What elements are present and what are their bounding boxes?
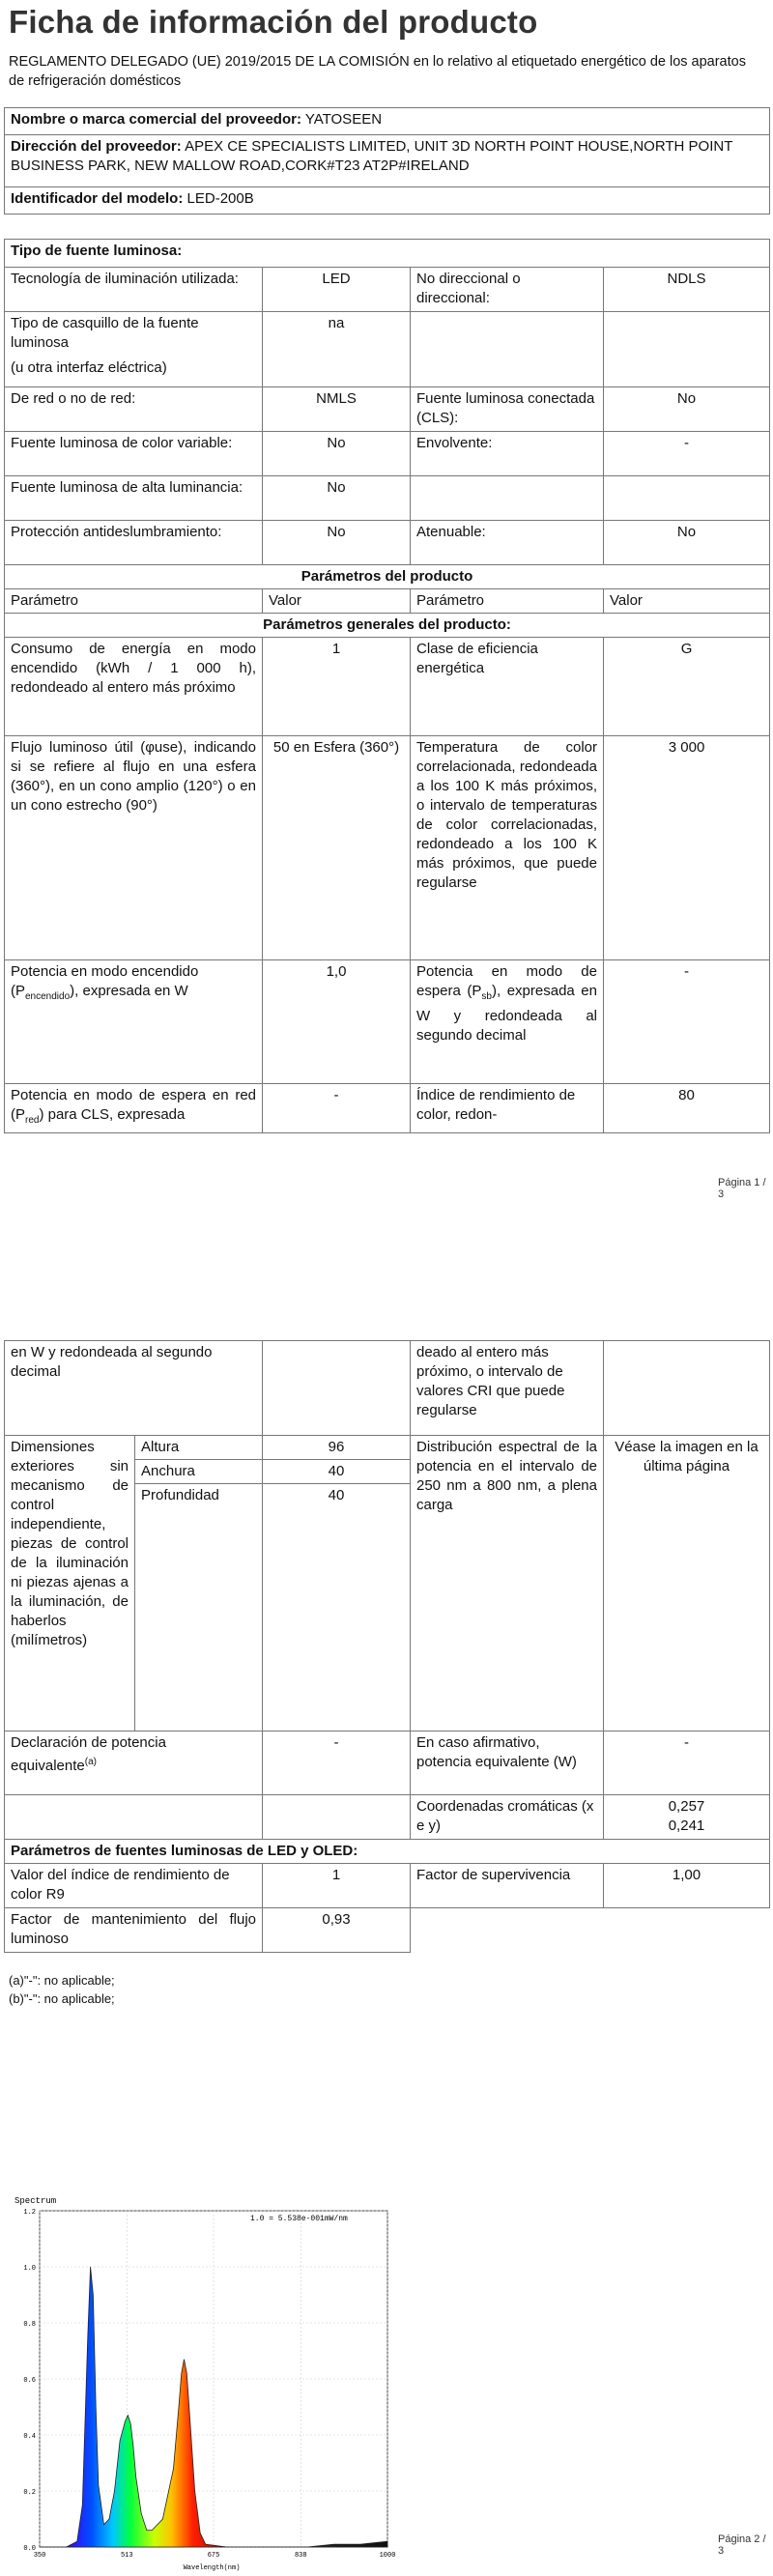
flux-value: 50 en Esfera (360°) [263, 736, 411, 960]
power-on-label [5, 960, 263, 1084]
net-standby-label-end: ) para CLS, expresada [39, 1106, 186, 1123]
dimmable-label: Atenuable: [411, 521, 604, 565]
x-tick-label: 675 [207, 2552, 220, 2560]
cct-label: Temperatura de color correlacionada, redondeada a los 100 K más próximos, o intervalo de temperaturas de color correlacionadas, redondeado a los 100 K más próximos, que puede regularse [411, 736, 604, 960]
net-standby-value: - [263, 1084, 411, 1133]
mains-value: NMLS [263, 387, 411, 432]
mains-label: De red o no de red: [5, 387, 263, 432]
energy-label: Consumo de energía en modo encendido (kWh / 1 000 h), redondeado al entero más próximo [5, 638, 263, 736]
y-tick-label: 0.0 [23, 2545, 36, 2553]
maintenance-label: Factor de mantenimiento del flujo luminoso [5, 1908, 263, 1953]
y-tick-label: 0.8 [23, 2321, 36, 2329]
spd-label: Distribución espectral de la potencia en el intervalo de 250 nm a 800 nm, a plena carga [411, 1436, 604, 1732]
equiv-power-label: En caso afirmativo, potencia equivalente (W) [411, 1732, 604, 1795]
equiv-power-value: - [604, 1732, 770, 1795]
equiv-value: - [263, 1732, 411, 1795]
col-header-param-1: Parámetro [5, 589, 263, 614]
survival-label: Factor de supervivencia [411, 1864, 604, 1908]
model-value: LED-200B [186, 190, 254, 207]
page-number-1: Página 1 / 3 [718, 1177, 766, 1200]
equiv-label-text: Declaración de potencia equivalente [11, 1734, 166, 1774]
model-label: Identificador del modelo: [11, 190, 184, 207]
x-tick-label: 350 [33, 2552, 46, 2560]
y-tick-label: 1.0 [23, 2265, 36, 2273]
y-tick-label: 1.2 [23, 2209, 36, 2217]
high-luminance-value: No [263, 476, 411, 521]
chroma-values [604, 1795, 770, 1840]
cap-label-cell [5, 312, 263, 387]
supplier-name-cell [5, 108, 770, 135]
col-header-value-1: Valor [263, 589, 411, 614]
cap-label: Tipo de casquillo de la fuente luminosa [11, 315, 199, 351]
model-cell [5, 187, 770, 215]
col-header-value-2: Valor [604, 589, 770, 614]
connected-label: Fuente luminosa conectada (CLS): [411, 387, 604, 432]
dimmable-value: No [604, 521, 770, 565]
chart-annotation: 1.0 = 5.538e-001mW/nm [250, 2215, 348, 2223]
survival-value: 1,00 [604, 1864, 770, 1908]
height-label: Altura [135, 1436, 263, 1460]
product-params-continued-table [4, 1340, 770, 1953]
height-value: 96 [263, 1436, 411, 1460]
high-luminance-label: Fuente luminosa de alta luminancia: [5, 476, 263, 521]
standby-label [411, 960, 604, 1084]
tech-value: LED [263, 268, 411, 312]
r9-value: 1 [263, 1864, 411, 1908]
page-number-2: Página 2 / 3 [718, 2533, 766, 2557]
energy-value: 1 [263, 638, 411, 736]
power-on-sub: encendido [25, 991, 71, 1002]
efficiency-label: Clase de eficiencia energética [411, 638, 604, 736]
supplier-table [4, 107, 770, 215]
general-params-heading: Parámetros generales del producto: [5, 614, 770, 638]
col-header-param-2: Parámetro [411, 589, 604, 614]
maintenance-value: 0,93 [263, 1908, 411, 1953]
envelope-label: Envolvente: [411, 432, 604, 476]
anti-glare-label: Protección antideslumbramiento: [5, 521, 263, 565]
net-standby-sub: red [25, 1115, 40, 1126]
power-on-label-end: ), expresada en W [70, 983, 188, 999]
light-source-heading: Tipo de fuente luminosa: [5, 240, 770, 268]
product-params-heading: Parámetros del producto [5, 565, 770, 589]
cap-label-note: (u otra interfaz eléctrica) [11, 359, 167, 376]
r9-label: Valor del índice de rendimiento de color R9 [5, 1864, 263, 1908]
y-tick-label: 0.4 [23, 2433, 36, 2441]
dimensions-label: Dimensiones exteriores sin mecanismo de control independiente, piezas de control de la iluminación ni piezas ajenas a la iluminación, de haberlos (milímetros) [5, 1436, 135, 1732]
width-label: Anchura [135, 1460, 263, 1484]
anti-glare-value: No [263, 521, 411, 565]
cri-label-cont: deado al entero más próximo, o intervalo de valores CRI que puede regularse [411, 1341, 604, 1436]
x-tick-label: 513 [120, 2552, 133, 2560]
net-standby-label [5, 1084, 263, 1133]
net-standby-label-text: Potencia en modo de espera en red (P [11, 1087, 256, 1123]
x-tick-label: 838 [294, 2552, 307, 2560]
connected-value: No [604, 387, 770, 432]
footnotes [9, 1971, 115, 2008]
cap-value: na [263, 312, 411, 387]
cct-value: 3 000 [604, 736, 770, 960]
x-tick-label: 1000 [379, 2552, 395, 2560]
flux-label: Flujo luminoso útil (φuse), indicando si se refiere al flujo en una esfera (360°), en un cono amplio (120°) o en un cono estrecho (90°) [5, 736, 263, 960]
spectrum-chart [9, 2190, 395, 2576]
supplier-address-value: APEX CE SPECIALISTS LIMITED, UNIT 3D NORTH POINT HOUSE,NORTH POINT BUSINESS PARK, NEW MALLOW ROAD,CORK#T23 AT2P#IRELAND [11, 138, 733, 174]
net-standby-label-cont: en W y redondeada al segundo decimal [5, 1341, 263, 1436]
depth-label: Profundidad [135, 1484, 263, 1732]
width-value: 40 [263, 1460, 411, 1484]
tech-label: Tecnología de iluminación utilizada: [5, 268, 263, 312]
envelope-value: - [604, 432, 770, 476]
supplier-address-label: Dirección del proveedor: [11, 138, 182, 155]
supplier-name-label: Nombre o marca comercial del proveedor: [11, 111, 301, 128]
y-tick-label: 0.6 [23, 2377, 36, 2385]
directional-value: NDLS [604, 268, 770, 312]
supplier-address-cell [5, 135, 770, 187]
equiv-footnote-ref: (a) [84, 1757, 97, 1767]
standby-value: - [604, 960, 770, 1084]
power-on-label-text: Potencia en modo encendido (P [11, 963, 199, 999]
document-title: Ficha de información del producto [9, 4, 538, 40]
power-on-value: 1,0 [263, 960, 411, 1084]
y-tick-label: 0.2 [23, 2489, 36, 2497]
standby-label-text: Potencia en modo de espera (P [416, 963, 597, 999]
regulation-text: REGLAMENTO DELEGADO (UE) 2019/2015 DE LA COMISIÓN en lo relativo al etiquetado energético de los aparatos de refrigeración domésticos [9, 54, 746, 89]
cri-value: 80 [604, 1084, 770, 1133]
footnote-b: (b)"-": no aplicable; [9, 1991, 115, 2006]
standby-sub: sb [481, 991, 492, 1002]
standby-label-end: ), expresada en W y redondeada al segundo decimal [416, 983, 597, 1044]
equiv-label [5, 1732, 263, 1795]
chroma-label: Coordenadas cromáticas (x e y) [411, 1795, 604, 1840]
colour-tunable-value: No [263, 432, 411, 476]
led-params-heading: Parámetros de fuentes luminosas de LED y OLED: [5, 1840, 770, 1864]
chart-title: Spectrum [14, 2196, 57, 2206]
depth-value: 40 [263, 1484, 411, 1732]
efficiency-value: G [604, 638, 770, 736]
footnote-a: (a)"-": no aplicable; [9, 1973, 115, 1988]
spd-value: Véase la imagen en la última página [604, 1436, 770, 1732]
cri-label: Índice de rendimiento de color, redon- [411, 1084, 604, 1133]
chroma-x: 0,257 [668, 1798, 705, 1815]
directional-label: No direccional o direccional: [411, 268, 604, 312]
light-source-table [4, 239, 770, 1133]
colour-tunable-label: Fuente luminosa de color variable: [5, 432, 263, 476]
x-axis-label: Wavelength(nm) [183, 2564, 241, 2572]
supplier-name-value: YATOSEEN [304, 111, 383, 128]
chroma-y: 0,241 [668, 1818, 705, 1834]
